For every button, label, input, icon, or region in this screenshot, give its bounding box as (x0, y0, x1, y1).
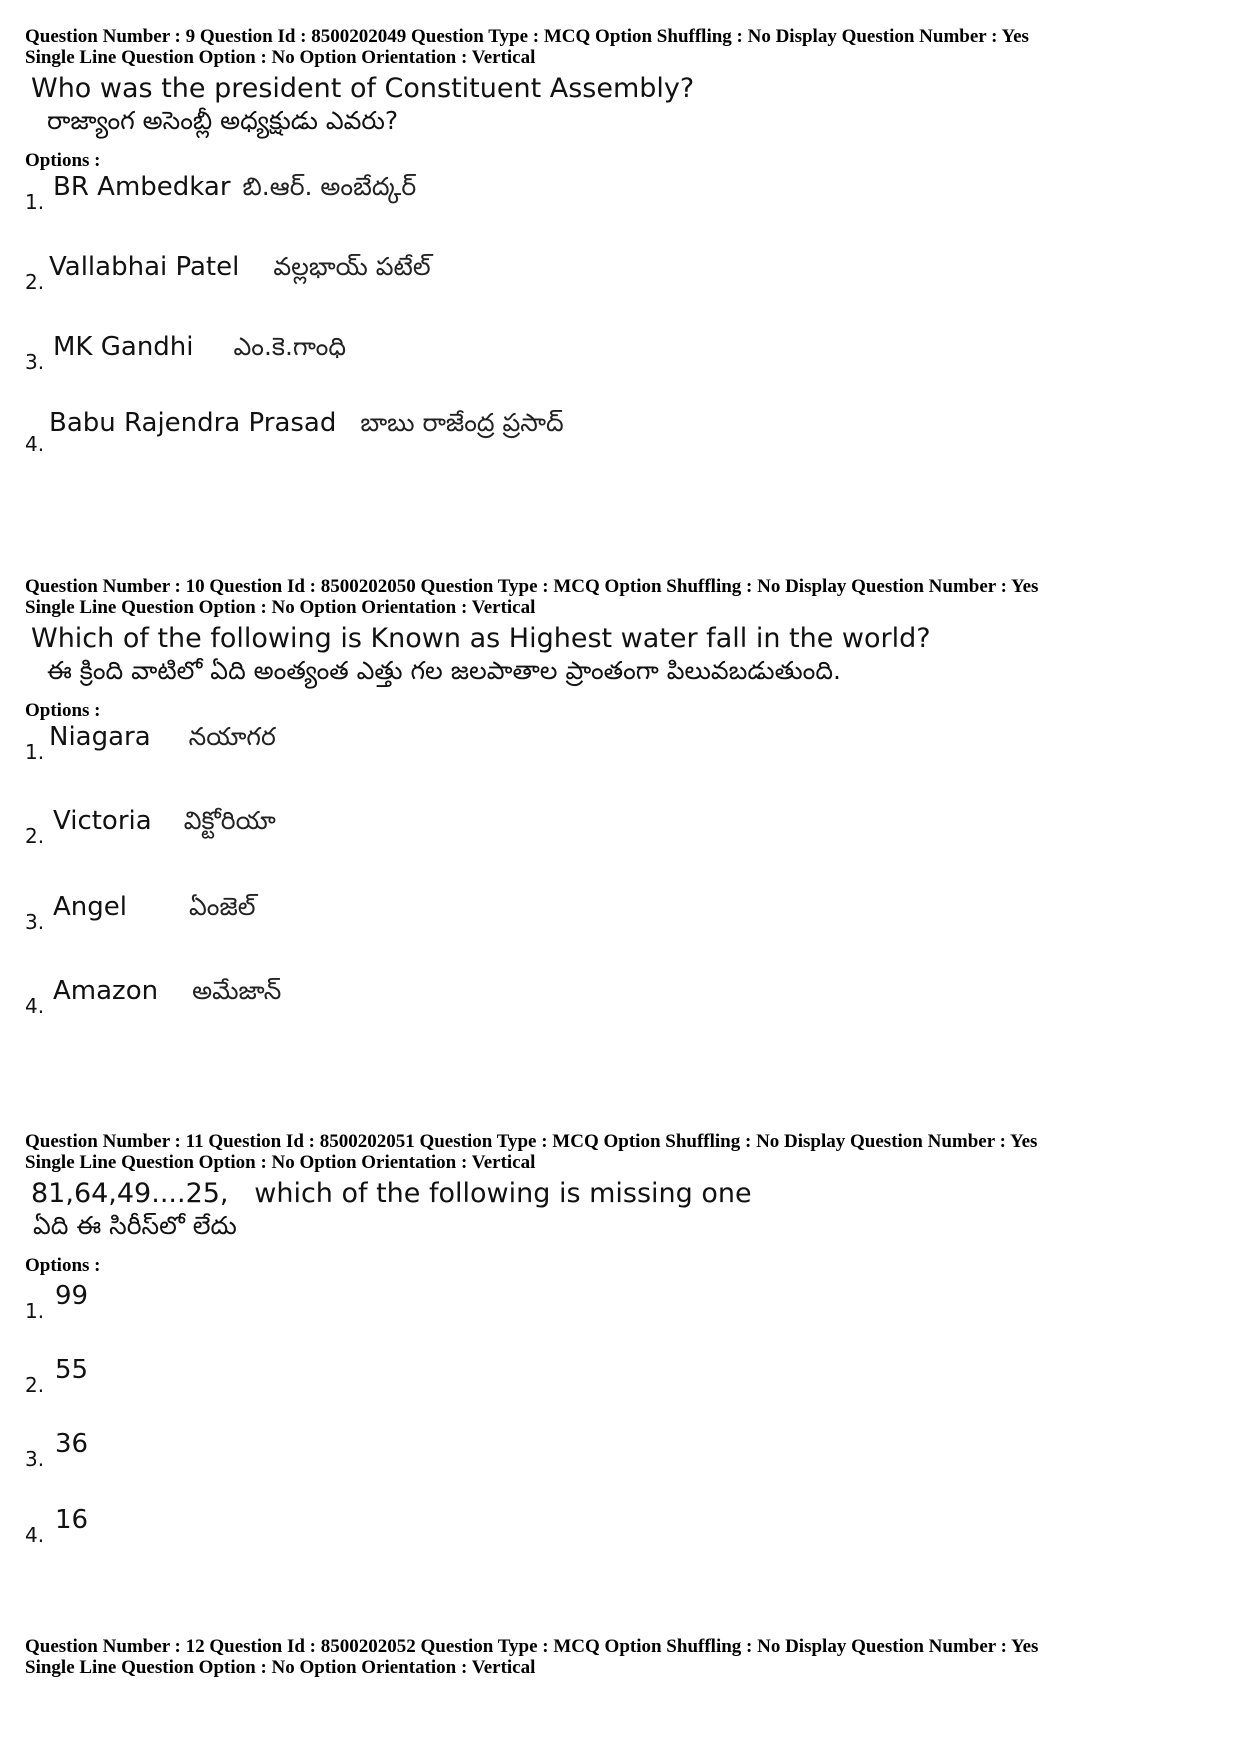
option-number: 4. (25, 432, 45, 456)
question-11 (25, 1131, 1225, 1577)
options-list (25, 722, 1225, 1022)
option-text-te: నయాగర (188, 722, 276, 751)
option-text-en: Angel (53, 892, 127, 922)
option-number: 2. (25, 1373, 45, 1397)
option-text-te: వల్లభాయ్ పటేల్ (273, 252, 431, 281)
option-text-en: Amazon (53, 976, 159, 1006)
options-label: Options : (25, 150, 101, 171)
question-meta-line2: Single Line Question Option : No Option Orientation : Vertical (25, 1152, 536, 1173)
option-text-en: 16 (55, 1505, 89, 1535)
option-text-en: 99 (55, 1281, 89, 1311)
option-text-te: బాబు రాజేంద్ర ప్రసాద్ (360, 408, 564, 437)
question-text-te: ఈ క్రింది వాటిలో ఏది అంత్యంత ఎత్తు గల జలపాతాల ప్రాంతంగా పిలువబడుతుంది. (47, 656, 841, 685)
option-text-en: MK Gandhi (53, 332, 194, 362)
option-number: 4. (25, 994, 45, 1018)
option-number: 2. (25, 270, 45, 294)
question-meta-line1: Question Number : 11 Question Id : 8500202051 Question Type : MCQ Option Shuffling : No Display Question Number : Yes (25, 1131, 1038, 1152)
options-label: Options : (25, 1255, 101, 1276)
option-number: 3. (25, 910, 45, 934)
option-text-te: బి.ఆర్. అంబేద్కర్ (242, 172, 417, 201)
question-text-te: రాజ్యాంగ అసెంబ్లీ అధ్యక్షుడు ఎవరు? (47, 106, 399, 135)
option-number: 1. (25, 1299, 45, 1323)
question-10 (25, 576, 1225, 1022)
options-list (25, 1277, 1225, 1577)
option-number: 1. (25, 740, 45, 764)
options-label: Options : (25, 700, 101, 721)
option-text-te: ఏంజెల్ (189, 892, 256, 921)
option-text-en: Niagara (49, 722, 151, 752)
question-meta-line1: Question Number : 12 Question Id : 8500202052 Question Type : MCQ Option Shuffling : No Display Question Number : Yes (25, 1636, 1039, 1657)
option-text-en: Vallabhai Patel (49, 252, 240, 282)
question-text-en: Which of the following is Known as Highest water fall in the world? (31, 623, 931, 654)
question-meta-line1: Question Number : 10 Question Id : 8500202050 Question Type : MCQ Option Shuffling : No Display Question Number : Yes (25, 576, 1039, 597)
option-number: 3. (25, 350, 45, 374)
option-number: 1. (25, 190, 45, 214)
question-text-en: 81,64,49....25, which of the following is missing one (31, 1178, 752, 1209)
option-text-te: ఎం.కె.గాంధి (233, 332, 346, 361)
option-number: 3. (25, 1447, 45, 1471)
options-list (25, 172, 1225, 472)
option-text-en: Victoria (53, 806, 152, 836)
question-12 (25, 1636, 1225, 1678)
question-meta-line2: Single Line Question Option : No Option Orientation : Vertical (25, 597, 536, 618)
option-number: 2. (25, 824, 45, 848)
option-number: 4. (25, 1523, 45, 1547)
option-text-te: అమేజాన్ (192, 976, 282, 1005)
option-text-en: Babu Rajendra Prasad (49, 408, 337, 438)
question-9 (25, 26, 1225, 472)
question-meta-line2: Single Line Question Option : No Option Orientation : Vertical (25, 47, 536, 68)
question-text-en: Who was the president of Constituent Assembly? (31, 73, 695, 104)
option-text-en: 55 (55, 1355, 89, 1385)
question-text-te: ఏది ఈ సిరీస్‌లో లేదు (33, 1211, 237, 1240)
option-text-en: BR Ambedkar (53, 172, 231, 202)
question-meta-line2: Single Line Question Option : No Option Orientation : Vertical (25, 1657, 536, 1678)
option-text-te: విక్టోరియా (183, 806, 276, 835)
option-text-en: 36 (55, 1429, 89, 1459)
question-meta-line1: Question Number : 9 Question Id : 8500202049 Question Type : MCQ Option Shuffling : No Display Question Number : Yes (25, 26, 1029, 47)
